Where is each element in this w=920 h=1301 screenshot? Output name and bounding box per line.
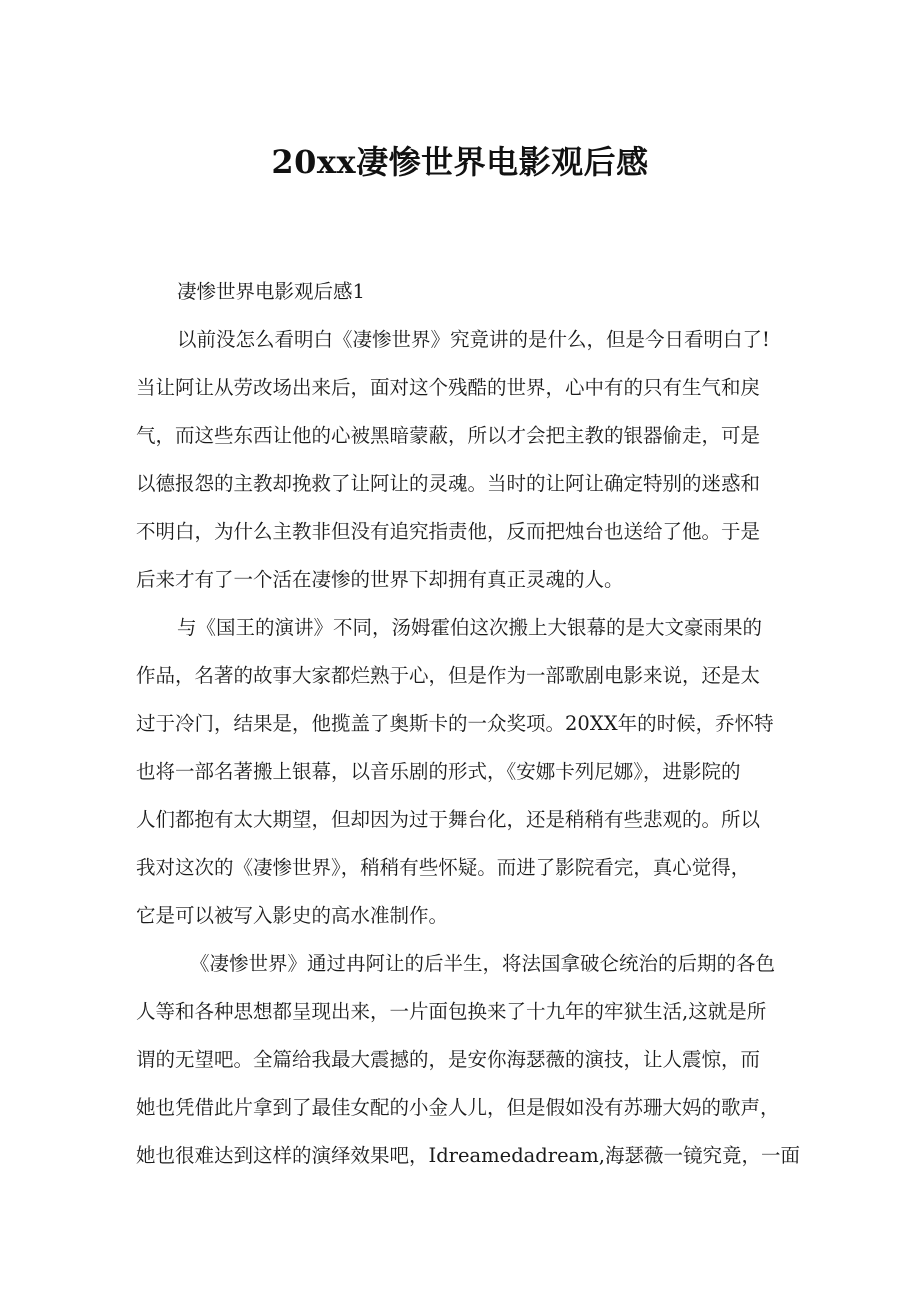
paragraph-line: 她也凭借此片拿到了最佳女配的小金人儿，但是假如没有苏珊大妈的歌声， bbox=[136, 1096, 780, 1119]
paragraph-line: 过于冷门，结果是，他揽盖了奥斯卡的一众奖项。20XX年的时候，乔怀特 bbox=[136, 712, 774, 735]
paragraph-1 bbox=[136, 316, 786, 604]
paragraph-line: 以德报怨的主教却挽救了让阿让的灵魂。当时的让阿让确定特别的迷惑和 bbox=[136, 472, 761, 495]
paragraph-line: 也将一部名著搬上银幕，以音乐剧的形式，《安娜卡列尼娜》，进影院的 bbox=[136, 760, 741, 783]
paragraph-2 bbox=[136, 604, 786, 940]
document-title: 20xx凄惨世界电影观后感 bbox=[271, 143, 649, 181]
paragraph-line: 人们都抱有太大期望，但却因为过于舞台化，还是稍稍有些悲观的。所以 bbox=[136, 808, 761, 831]
paragraph-line: 它是可以被写入影史的高水准制作。 bbox=[136, 904, 449, 927]
paragraph-line: 作品，名著的故事大家都烂熟于心，但是作为一部歌剧电影来说，还是太 bbox=[136, 664, 761, 687]
section-heading: 凄惨世界电影观后感1 bbox=[177, 280, 365, 303]
paragraph-line: 不明白，为什么主教非但没有追究指责他，反而把烛台也送给了他。于是 bbox=[136, 520, 761, 543]
paragraph-3 bbox=[136, 940, 800, 1180]
paragraph-line: 以前没怎么看明白《凄惨世界》究竟讲的是什么，但是今日看明白了! bbox=[177, 328, 770, 351]
paragraph-line: 人等和各种思想都呈现出来，一片面包换来了十九年的牢狱生活,这就是所 bbox=[136, 1000, 767, 1023]
paragraph-line: 我对这次的《凄惨世界》，稍稍有些怀疑。而进了影院看完，真心觉得， bbox=[136, 856, 751, 879]
paragraph-line: 谓的无望吧。全篇给我最大震撼的，是安你海瑟薇的演技，让人震惊，而 bbox=[136, 1048, 761, 1071]
paragraph-line: 气，而这些东西让他的心被黑暗蒙蔽，所以才会把主教的银器偷走，可是 bbox=[136, 424, 761, 447]
paragraph-line: 她也很难达到这样的演绎效果吧，Idreamedadream,海瑟薇一镜究竟，一面 bbox=[136, 1144, 800, 1167]
paragraph-line: 《凄惨世界》通过冉阿让的后半生，将法国拿破仑统治的后期的各色 bbox=[190, 952, 776, 975]
paragraph-line: 当让阿让从劳改场出来后，面对这个残酷的世界，心中有的只有生气和戾 bbox=[136, 376, 761, 399]
document-body bbox=[136, 268, 800, 1180]
paragraph-line: 后来才有了一个活在凄惨的世界下却拥有真正灵魂的人。 bbox=[136, 568, 624, 591]
paragraph-line: 与《国王的演讲》不同，汤姆霍伯这次搬上大银幕的是大文豪雨果的 bbox=[177, 616, 763, 639]
